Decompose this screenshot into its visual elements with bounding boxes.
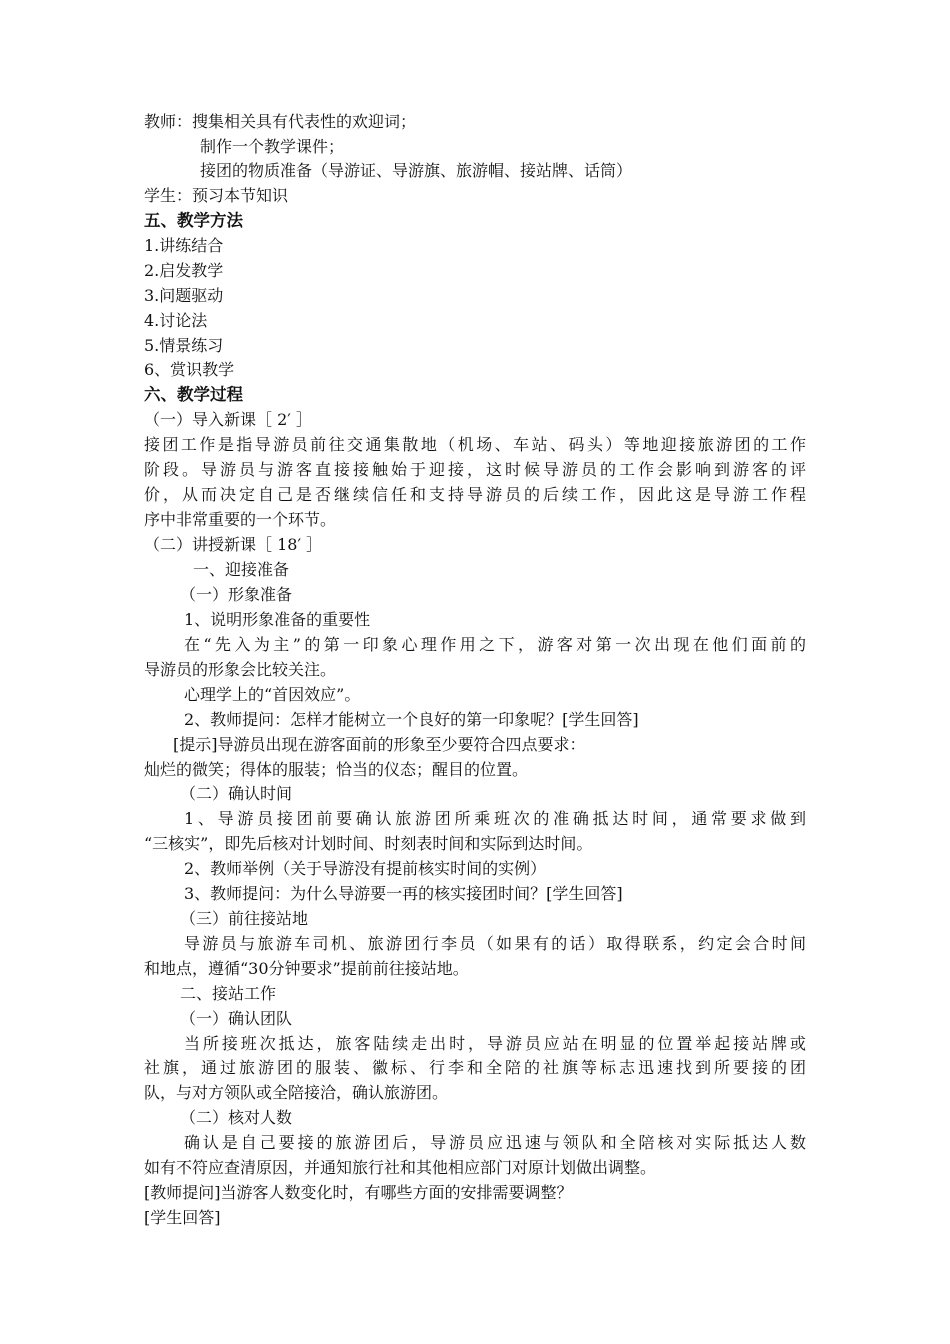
teacher-prep: 教师：搜集相关具有代表性的欢迎词； <box>144 112 417 131</box>
paragraph-line: 确认是自己要接的旅游团后，导游员应迅速与领队和全陪核对实际抵达人数 <box>184 1133 806 1152</box>
topic-subtitle: （三）前往接站地 <box>180 909 309 928</box>
student-prep: 学生：预习本节知识 <box>144 186 289 205</box>
paragraph-line: 如有不符应查清原因，并通知旅行社和其他相应部门对原计划做出调整。 <box>144 1158 657 1177</box>
paragraph-line: 价，从而决定自己是否继续信任和支持导游员的后续工作，因此这是导游工作程 <box>144 485 806 504</box>
paragraph-line: 3、教师提问：为什么导游要一再的核实接团时间？[学生回答] <box>184 884 623 903</box>
paragraph-line: “三核实”，即先后核对计划时间、时刻表时间和实际到达时间。 <box>144 834 593 853</box>
topic-title: 一、迎接准备 <box>193 560 290 579</box>
paragraph-line: 队，与对方领队或全陪接洽，确认旅游团。 <box>144 1083 449 1102</box>
paragraph-line: 当所接班次抵达，旅客陆续走出时，导游员应站在明显的位置举起接站牌或 <box>184 1034 806 1053</box>
paragraph-line: 2、教师举例（关于导游没有提前核实时间的实例） <box>184 859 547 878</box>
student-answer: [学生回答] <box>144 1208 221 1227</box>
method-item: 5.情景练习 <box>144 336 224 355</box>
paragraph-line: 2、教师提问：怎样才能树立一个良好的第一印象呢？[学生回答] <box>184 710 639 729</box>
section-heading: 六、教学过程 <box>144 385 243 404</box>
teacher-question: [教师提问]当游客人数变化时，有哪些方面的安排需要调整？ <box>144 1183 573 1202</box>
topic-subtitle: （一）确认团队 <box>180 1009 293 1028</box>
paragraph-line: 接团工作是指导游员前往交通集散地（机场、车站、码头）等地迎接旅游团的工作 <box>144 435 806 454</box>
topic-subtitle: （二）核对人数 <box>180 1108 293 1127</box>
method-item: 4.讨论法 <box>144 311 208 330</box>
method-item: 3.问题驱动 <box>144 286 224 305</box>
paragraph-line: 导游员与旅游车司机、旅游团行李员（如果有的话）取得联系，约定会合时间 <box>184 934 806 953</box>
hint-items: 灿烂的微笑；得体的服装；恰当的仪态；醒目的位置。 <box>144 760 529 779</box>
paragraph-line: 1、说明形象准备的重要性 <box>184 610 371 629</box>
paragraph-line: 社旗，通过旅游团的服装、徽标、行李和全陪的社旗等标志迅速找到所要接的团 <box>144 1058 806 1077</box>
paragraph-line: 和地点，遵循“30分钟要求”提前前往接站地。 <box>144 959 469 978</box>
topic-subtitle: （一）形象准备 <box>180 585 293 604</box>
teacher-prep-item: 接团的物质准备（导游证、导游旗、旅游帽、接站牌、话筒） <box>200 161 633 180</box>
subsection-title: （一）导入新课［ 2′ ］ <box>144 410 312 429</box>
paragraph-line: 序中非常重要的一个环节。 <box>144 510 337 529</box>
teacher-prep-item: 制作一个教学课件； <box>200 137 345 156</box>
method-item: 2.启发教学 <box>144 261 224 280</box>
method-item: 6、赏识教学 <box>144 360 235 379</box>
topic-subtitle: （二）确认时间 <box>180 784 293 803</box>
hint-line: [提示]导游员出现在游客面前的形象至少要符合四点要求： <box>173 735 586 754</box>
method-item: 1.讲练结合 <box>144 236 224 255</box>
paragraph-line: 阶段。导游员与游客直接接触始于迎接，这时候导游员的工作会影响到游客的评 <box>144 460 806 479</box>
paragraph-line: 导游员的形象会比较关注。 <box>144 660 337 679</box>
section-heading: 五、教学方法 <box>144 211 243 230</box>
paragraph-line: 1、导游员接团前要确认旅游团所乘班次的准确抵达时间，通常要求做到 <box>184 809 806 828</box>
subsection-title: （二）讲授新课［ 18′ ］ <box>144 535 323 554</box>
paragraph-line: 在“先入为主”的第一印象心理作用之下，游客对第一次出现在他们面前的 <box>184 635 806 654</box>
paragraph-line: 心理学上的“首因效应”。 <box>184 685 361 704</box>
topic-title: 二、接站工作 <box>180 984 277 1003</box>
